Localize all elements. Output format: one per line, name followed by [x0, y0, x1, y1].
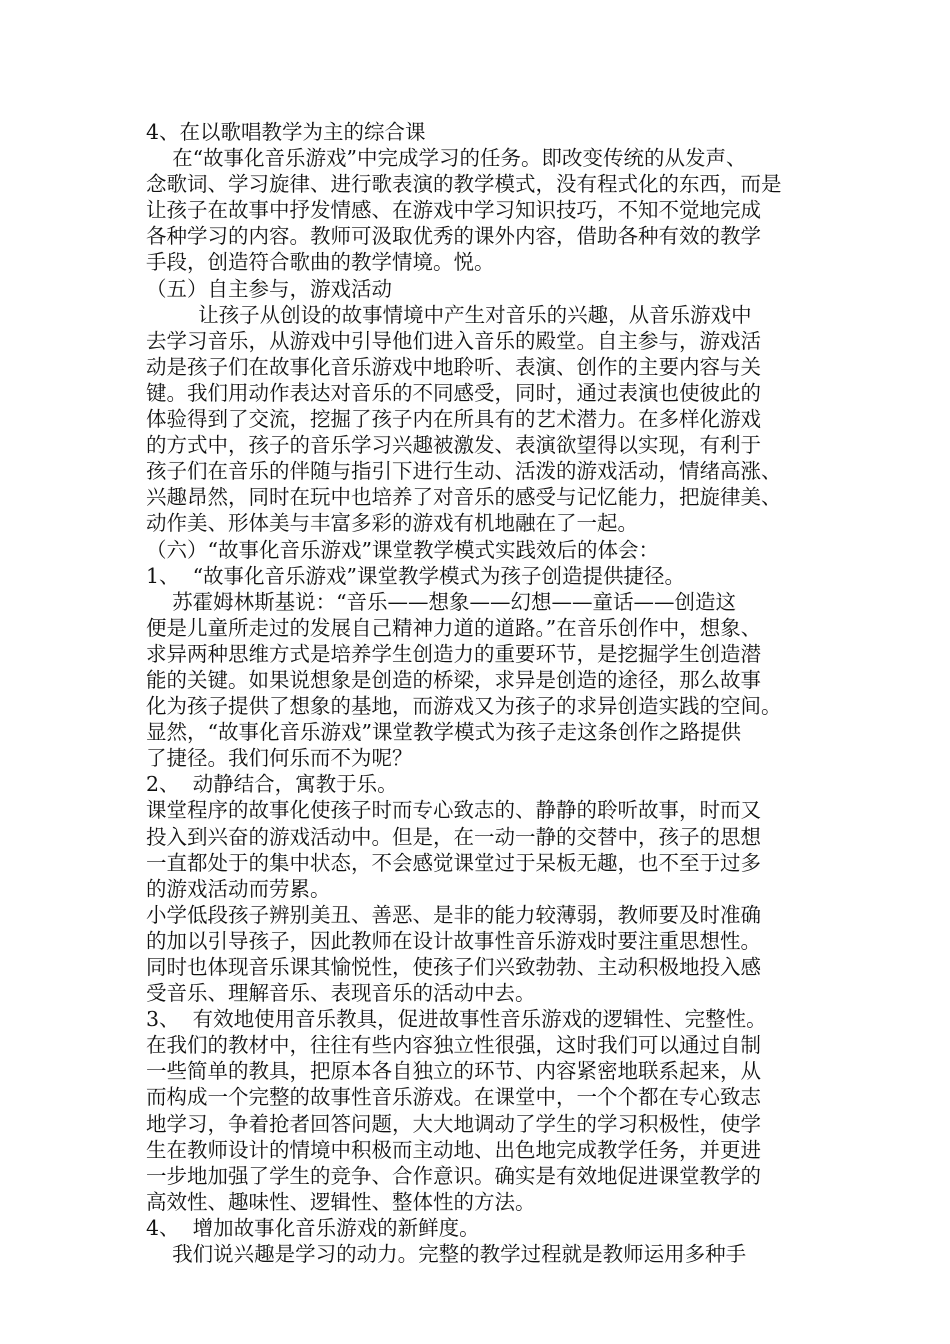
paragraph-line: 高效性、趣味性、逻辑性、整体性的方法。 — [146, 1189, 536, 1214]
paragraph-line: 地学习，争着抢者回答问题，大大地调动了学生的学习积极性，使学 — [146, 1111, 761, 1136]
paragraph-line: 让孩子从创设的故事情境中产生对音乐的兴趣，从音乐游戏中 — [146, 302, 752, 327]
paragraph-line: 一些简单的教具，把原本各自独立的环节、内容紧密地联系起来，从 — [146, 1059, 761, 1084]
subheading-2: 2、 动静结合，寓教于乐。 — [146, 772, 398, 797]
section-heading-5: （五）自主参与，游戏活动 — [146, 276, 392, 301]
paragraph-line: 一步地加强了学生的竞争、合作意识。确实是有效地促进课堂教学的 — [146, 1163, 761, 1188]
paragraph-line: 在“故事化音乐游戏”中完成学习的任务。即改变传统的从发声、 — [146, 146, 747, 171]
paragraph-line: 能的关键。如果说想象是创造的桥梁，求异是创造的途径，那么故事 — [146, 667, 761, 692]
paragraph-line: 小学低段孩子辨别美丑、善恶、是非的能力较薄弱，教师要及时准确 — [146, 902, 761, 927]
paragraph-line: 兴趣昂然，同时在玩中也培养了对音乐的感受与记忆能力，把旋律美、 — [146, 485, 782, 510]
paragraph-line: 孩子们在音乐的伴随与指引下进行生动、活泼的游戏活动，情绪高涨、 — [146, 459, 782, 484]
paragraph-line: 动是孩子们在故事化音乐游戏中地聆听、表演、创作的主要内容与关 — [146, 354, 761, 379]
paragraph-line: 而构成一个完整的故事性音乐游戏。在课堂中，一个个都在专心致志 — [146, 1085, 761, 1110]
paragraph-line: 的加以引导孩子，因此教师在设计故事性音乐游戏时要注重思想性。 — [146, 928, 761, 953]
paragraph-line: 同时也体现音乐课其愉悦性，使孩子们兴致勃勃、主动积极地投入感 — [146, 955, 761, 979]
paragraph-line: 手段，创造符合歌曲的教学情境。悦。 — [146, 250, 495, 275]
paragraph-line: 各种学习的内容。教师可汲取优秀的课外内容，借助各种有效的教学 — [146, 224, 761, 249]
paragraph-line: 动作美、形体美与丰富多彩的游戏有机地融在了一起。 — [146, 511, 638, 536]
paragraph-line: 显然，“故事化音乐游戏”课堂教学模式为孩子走这条创作之路提供 — [146, 720, 741, 745]
paragraph-line: 了捷径。我们何乐而不为呢？ — [146, 746, 413, 771]
paragraph-line: 求异两种思维方式是培养学生创造力的重要环节，是挖掘学生创造潜 — [146, 641, 761, 666]
paragraph-line: 的游戏活动而劳累。 — [146, 876, 331, 901]
paragraph-line: 去学习音乐，从游戏中引导他们进入音乐的殿堂。自主参与，游戏活 — [146, 328, 761, 353]
document-body — [146, 119, 826, 1267]
paragraph-line: 课堂程序的故事化使孩子时而专心致志的、静静的聆听故事，时而又 — [146, 798, 761, 823]
paragraph-line: 投入到兴奋的游戏活动中。但是，在一动一静的交替中，孩子的思想 — [146, 824, 761, 849]
paragraph-line: 化为孩子提供了想象的基地，而游戏又为孩子的求异创造实践的空间。 — [146, 694, 782, 719]
paragraph-line: 键。我们用动作表达对音乐的不同感受，同时，通过表演也使彼此的 — [146, 380, 761, 405]
subheading-1: 1、 “故事化音乐游戏”课堂教学模式为孩子创造提供捷径。 — [146, 563, 686, 588]
section-heading-6: （六）“故事化音乐游戏”课堂教学模式实践效后的体会： — [146, 537, 659, 562]
subheading-4: 4、 增加故事化音乐游戏的新鲜度。 — [146, 1215, 480, 1240]
paragraph-line: 在我们的教材中，往往有些内容独立性很强，这时我们可以通过自制 — [146, 1033, 761, 1058]
paragraph-line: 生在教师设计的情境中积极而主动地、出色地完成教学任务，并更进 — [146, 1137, 761, 1162]
paragraph-line: 我们说兴趣是学习的动力。完整的教学过程就是教师运用多种手 — [146, 1242, 747, 1267]
paragraph-line: 受音乐、理解音乐、表现音乐的活动中去。 — [146, 981, 536, 1006]
paragraph-line: 一直都处于的集中状态，不会感觉课堂过于呆板无趣，也不至于过多 — [146, 850, 761, 875]
paragraph-line: 体验得到了交流，挖掘了孩子内在所具有的艺术潜力。在多样化游戏 — [146, 407, 761, 432]
subheading-3: 3、 有效地使用音乐教具，促进故事性音乐游戏的逻辑性、完整性。 — [146, 1007, 767, 1032]
section-heading-4: 4、在以歌唱教学为主的综合课 — [146, 120, 426, 144]
paragraph-line: 便是儿童所走过的发展自己精神力道的道路。”在音乐创作中，想象、 — [146, 615, 762, 640]
paragraph-line: 念歌词、学习旋律、进行歌表演的教学模式，没有程式化的东西，而是 — [146, 172, 782, 197]
paragraph-line: 的方式中，孩子的音乐学习兴趣被激发、表演欲望得以实现，有利于 — [146, 433, 761, 458]
paragraph-line: 苏霍姆林斯基说：“音乐——想象——幻想——童话——创造这 — [146, 589, 737, 614]
paragraph-line: 让孩子在故事中抒发情感、在游戏中学习知识技巧，不知不觉地完成 — [146, 198, 761, 223]
